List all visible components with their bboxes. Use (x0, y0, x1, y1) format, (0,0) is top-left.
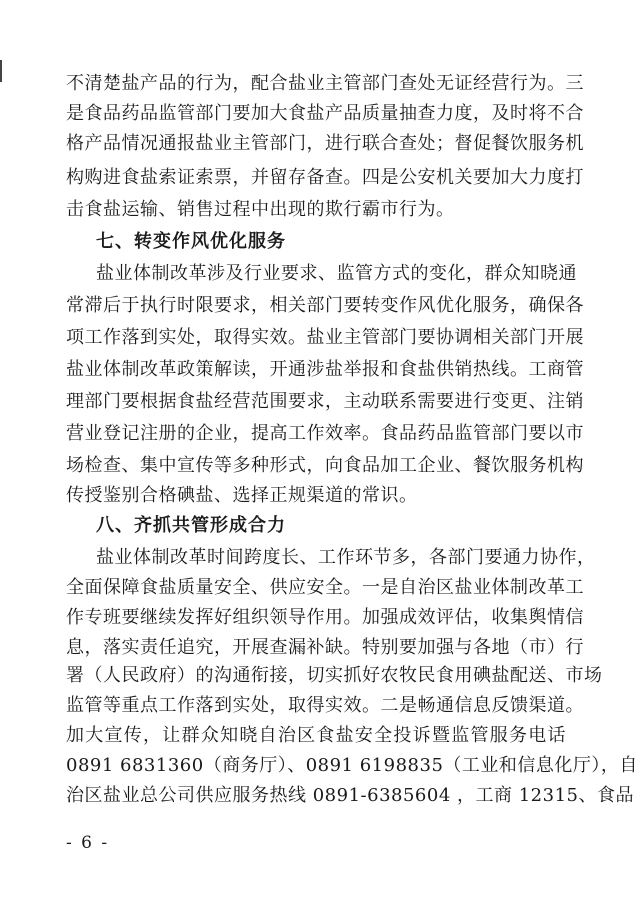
body-line: 击食盐运输、销售过程中出现的欺行霸市行为。 (66, 199, 455, 220)
body-line: 项工作落到实处，取得实效。盐业主管部门要协调相关部门开展 (66, 327, 584, 348)
body-line: 加大宣传，让群众知晓自治区食盐安全投诉暨监管服务电话 (66, 725, 566, 746)
body-line: 理部门要根据食盐经营范围要求，主动联系需要进行变更、注销 (66, 391, 584, 412)
body-line: 全面保障食盐质量安全、供应安全。一是自治区盐业体制改革工 (66, 577, 584, 598)
body-line: 治区盐业总公司供应服务热线 0891-6385604 ，工商 12315、食品 (66, 785, 634, 806)
section-heading-7: 七、转变作风优化服务 (96, 231, 286, 252)
scan-edge-mark (0, 60, 2, 82)
body-line: 盐业体制改革时间跨度长、工作环节多，各部门要通力协作， (96, 547, 596, 568)
body-line: 盐业体制改革涉及行业要求、监管方式的变化，群众知晓通 (96, 263, 577, 284)
section-heading-8: 八、齐抓共管形成合力 (96, 515, 286, 536)
body-line: 监管等重点工作落到实处，取得实效。二是畅通信息反馈渠道。 (66, 695, 584, 716)
body-line: 不清楚盐产品的行为，配合盐业主管部门查处无证经营行为。三 (66, 73, 584, 94)
body-line: 场检查、集中宣传等多种形式，向食品加工企业、餐饮服务机构 (66, 455, 584, 476)
body-line: 作专班要继续发挥好组织领导作用。加强成效评估，收集舆情信 (66, 607, 584, 628)
body-line: 格产品情况通报盐业主管部门，进行联合查处；督促餐饮服务机 (66, 133, 584, 154)
body-line: 营业登记注册的企业，提高工作效率。食品药品监管部门要以市 (66, 423, 584, 444)
page-number: - 6 - (66, 833, 110, 853)
body-line: 署（人民政府）的沟通衔接，切实抓好农牧民食用碘盐配送、市场 (66, 665, 603, 686)
body-line: 常滞后于执行时限要求，相关部门要转变作风优化服务，确保各 (66, 295, 584, 316)
body-line: 盐业体制改革政策解读，开通涉盐举报和食盐供销热线。工商管 (66, 359, 584, 380)
body-line: 构购进食盐索证索票，并留存备查。四是公安机关要加大力度打 (66, 167, 584, 188)
body-line: 0891 6831360（商务厅）、0891 6198835（工业和信息化厅），自 (66, 755, 638, 776)
body-line: 传授鉴别合格碘盐、选择正规渠道的常识。 (66, 485, 418, 506)
body-line: 息，落实责任追究，开展查漏补缺。特别要加强与各地（市）行 (66, 637, 584, 658)
body-line: 是食品药品监管部门要加大食盐产品质量抽查力度，及时将不合 (66, 103, 584, 124)
